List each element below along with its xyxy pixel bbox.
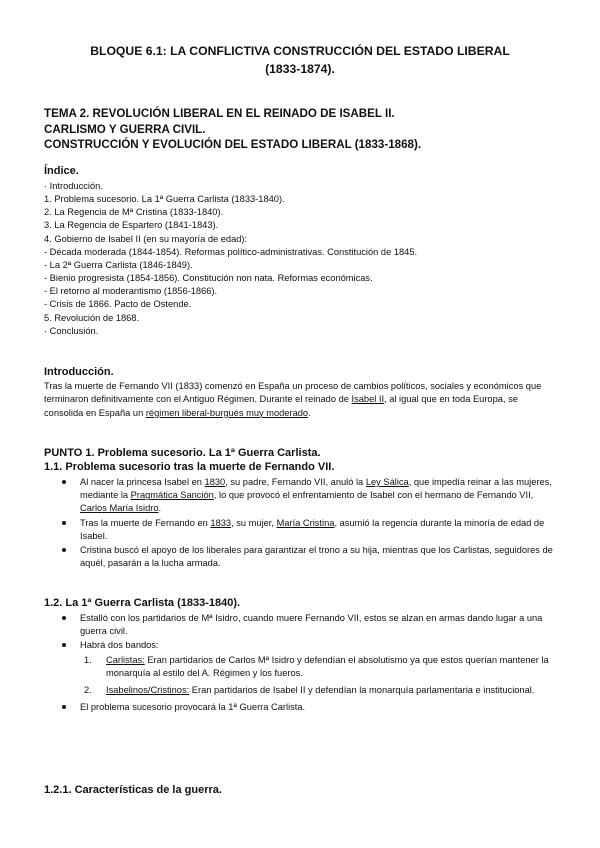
title-line-2: (1833-1874). (265, 62, 335, 76)
list-item: Estalló con los partidarios de Mª Isidro, cuando muere Fernando VII, estos se alzan en armas dando lugar a una guerra civil. (44, 612, 556, 638)
index-list (44, 180, 564, 338)
index-item: - El retorno al moderantismo (1856-1866). (44, 286, 218, 297)
bandos-list (44, 654, 556, 698)
index-item: - Década moderada (1844-1854). Reformas político-administrativas. Constitución de 1845. (44, 246, 418, 257)
intro-underline-isabel: Isabel II (351, 394, 385, 405)
indice-heading: Índice. (44, 165, 79, 177)
introduccion-paragraph (44, 380, 552, 420)
section-1-2-1-heading: 1.2.1. Características de la guerra. (44, 784, 222, 796)
section-1-2-list (44, 612, 556, 715)
list-item: Habrá dos bandos: (44, 639, 556, 652)
tema-line-3: CONSTRUCCIÓN Y EVOLUCIÓN DEL ESTADO LIBERAL (1833-1868). (44, 138, 422, 151)
intro-text-3: . (308, 407, 311, 418)
index-item: - La 2ª Guerra Carlista (1846-1849). (44, 259, 193, 270)
tema-line-1: TEMA 2. REVOLUCIÓN LIBERAL EN EL REINADO DE ISABEL II. (44, 107, 395, 120)
index-item: 4. Gobierno de Isabel II (en su mayoría de edad): (44, 233, 248, 244)
introduccion-heading: Introducción. (44, 366, 114, 378)
intro-underline-regimen: régimen liberal-burgués muy moderado (145, 407, 309, 418)
index-item: · Introducción. (44, 181, 103, 191)
bando-item: 1. Carlistas: Eran partidarios de Carlos Mª Isidro y defendían el absolutismo ya que estos querían mantener la monarquía al estilo del A. Régimen y los fueros. (84, 654, 549, 678)
title-line-1: BLOQUE 6.1: LA CONFLICTIVA CONSTRUCCIÓN DEL ESTADO LIBERAL (90, 44, 510, 58)
index-item: 3. La Regencia de Espartero (1841-1843). (44, 220, 219, 231)
index-item: 5. Revolución de 1868. (44, 312, 140, 323)
tema-line-2: CARLISMO Y GUERRA CIVIL. (44, 122, 206, 136)
index-item: - Bienio progresista (1854-1856). Constitución non nata. Reformas económicas. (44, 273, 373, 284)
index-item: 2. La Regencia de Mª Cristina (1833-1840). (44, 207, 224, 218)
index-item: · Conclusión. (44, 325, 99, 336)
list-item: Cristina buscó el apoyo de los liberales para garantizar el trono a su hija, mientras que los Carlistas, seguidores de aquél, pasarán a la lucha armada. (44, 544, 556, 570)
page-title (60, 42, 540, 78)
intro-text-1: Tras la muerte de Fernando VII (1833) comenzó en España un proceso de cambios políticos, sociales y económicos que terminaron definitivamente con el Antiguo Régimen. Durante el reinado de (44, 381, 542, 405)
section-1-1-heading: 1.1. Problema sucesorio tras la muerte de Fernando VII. (44, 461, 335, 473)
list-item: El problema sucesorio provocará la 1ª Guerra Carlista. (44, 701, 556, 714)
section-1-2-heading: 1.2. La 1ª Guerra Carlista (1833-1840). (44, 597, 241, 609)
intro-text-2: , al igual que en toda Europa, se consolida en España un (44, 394, 518, 418)
section-1-1-list (44, 476, 556, 571)
index-item: 1. Problema sucesorio. La 1ª Guerra Carlista (1833-1840). (44, 194, 285, 205)
list-item: Al nacer la princesa Isabel en 1830, su padre, Fernando VII, anuló la Ley Sálica, que impedía reinar a las mujeres, mediante la Pragmática Sanción, lo que provocó el enfrentamiento de Isabel con el hermano de Fernando VII, Carlos María Isidro. (44, 476, 556, 516)
tema-heading (44, 106, 564, 153)
bando-item: 2. Isabelinos/Cristinos: Eran partidarios de Isabel II y defendían la monarquía parlamentaria e institucional. (84, 685, 535, 696)
list-item: Tras la muerte de Fernando en 1833, su mujer, María Cristina, asumió la regencia durante la minoría de edad de Isabel. (44, 517, 556, 543)
index-item: - Crisis de 1866. Pacto de Ostende. (44, 299, 192, 310)
punto1-heading: PUNTO 1. Problema sucesorio. La 1ª Guerra Carlista. (44, 447, 321, 459)
